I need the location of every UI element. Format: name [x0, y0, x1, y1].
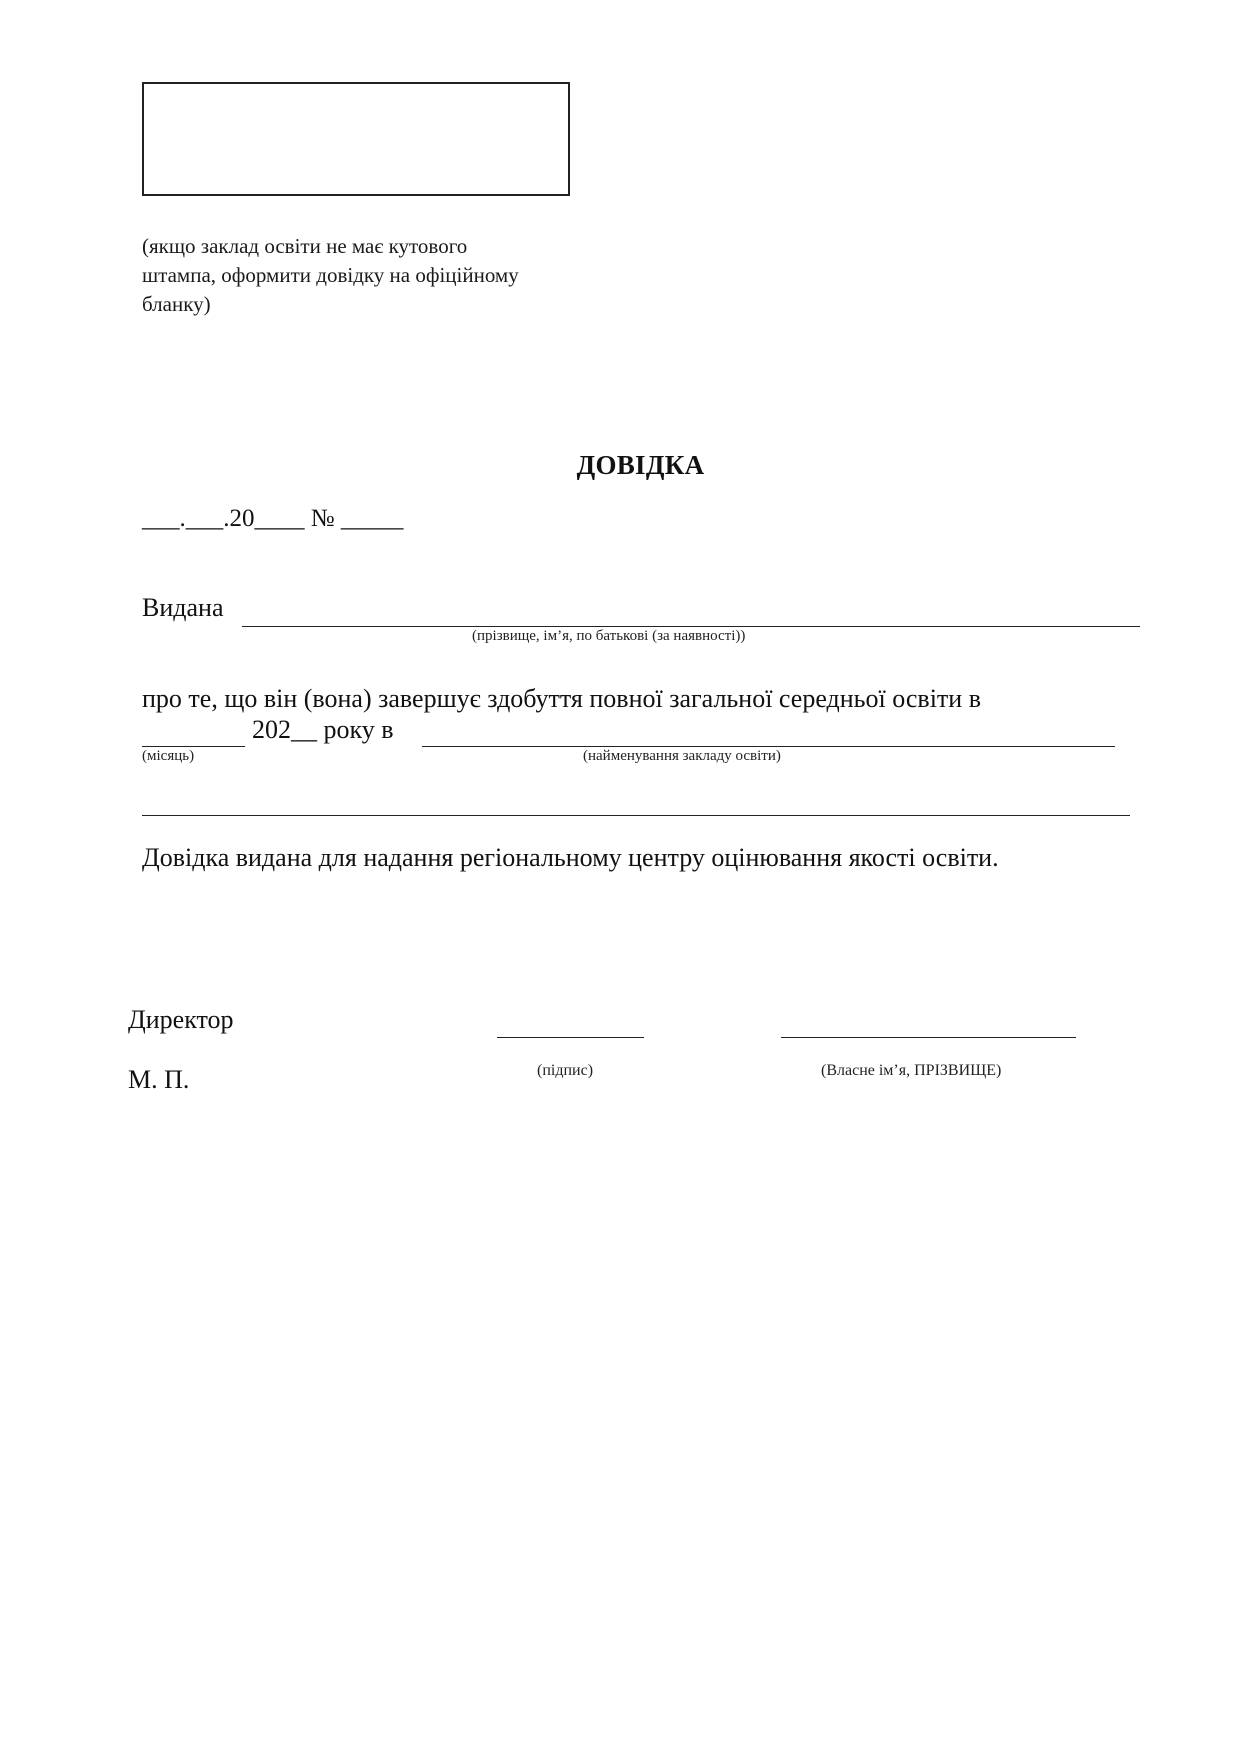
- institution-continuation-field[interactable]: [142, 815, 1130, 816]
- name-caption: (Власне ім’я, ПРІЗВИЩЕ): [821, 1062, 1002, 1079]
- issued-to-field[interactable]: [242, 626, 1140, 627]
- month-caption: (місяць): [142, 748, 195, 764]
- issued-to-caption: (прізвище, ім’я, по батькові (за наявності)): [472, 628, 746, 644]
- director-label: Директор: [128, 1005, 234, 1034]
- stamp-note: [142, 232, 519, 319]
- stamp-note-line: штампа, оформити довідку на офіційному: [142, 263, 519, 287]
- document-title: ДОВІДКА: [576, 450, 705, 480]
- date-number-line[interactable]: ___.___.20____ № _____: [142, 505, 404, 532]
- signature-caption: (підпис): [537, 1062, 594, 1079]
- stamp-note-line: (якщо заклад освіти не має кутового: [142, 234, 468, 258]
- name-field[interactable]: [781, 1037, 1076, 1038]
- statement-line: про те, що він (вона) завершує здобуття повної загальної середньої освіти в: [142, 684, 981, 713]
- month-field[interactable]: [142, 746, 245, 747]
- seal-label: М. П.: [128, 1065, 190, 1094]
- purpose-text: Довідка видана для надання регіональному центру оцінювання якості освіти.: [142, 843, 999, 872]
- corner-stamp-box: [142, 82, 570, 196]
- signature-field[interactable]: [497, 1037, 644, 1038]
- issued-to-label: Видана: [142, 593, 224, 622]
- stamp-note-line: бланку): [142, 292, 211, 316]
- institution-field[interactable]: [422, 746, 1115, 747]
- year-text: 202__ року в: [252, 715, 394, 744]
- institution-caption: (найменування закладу освіти): [583, 748, 781, 764]
